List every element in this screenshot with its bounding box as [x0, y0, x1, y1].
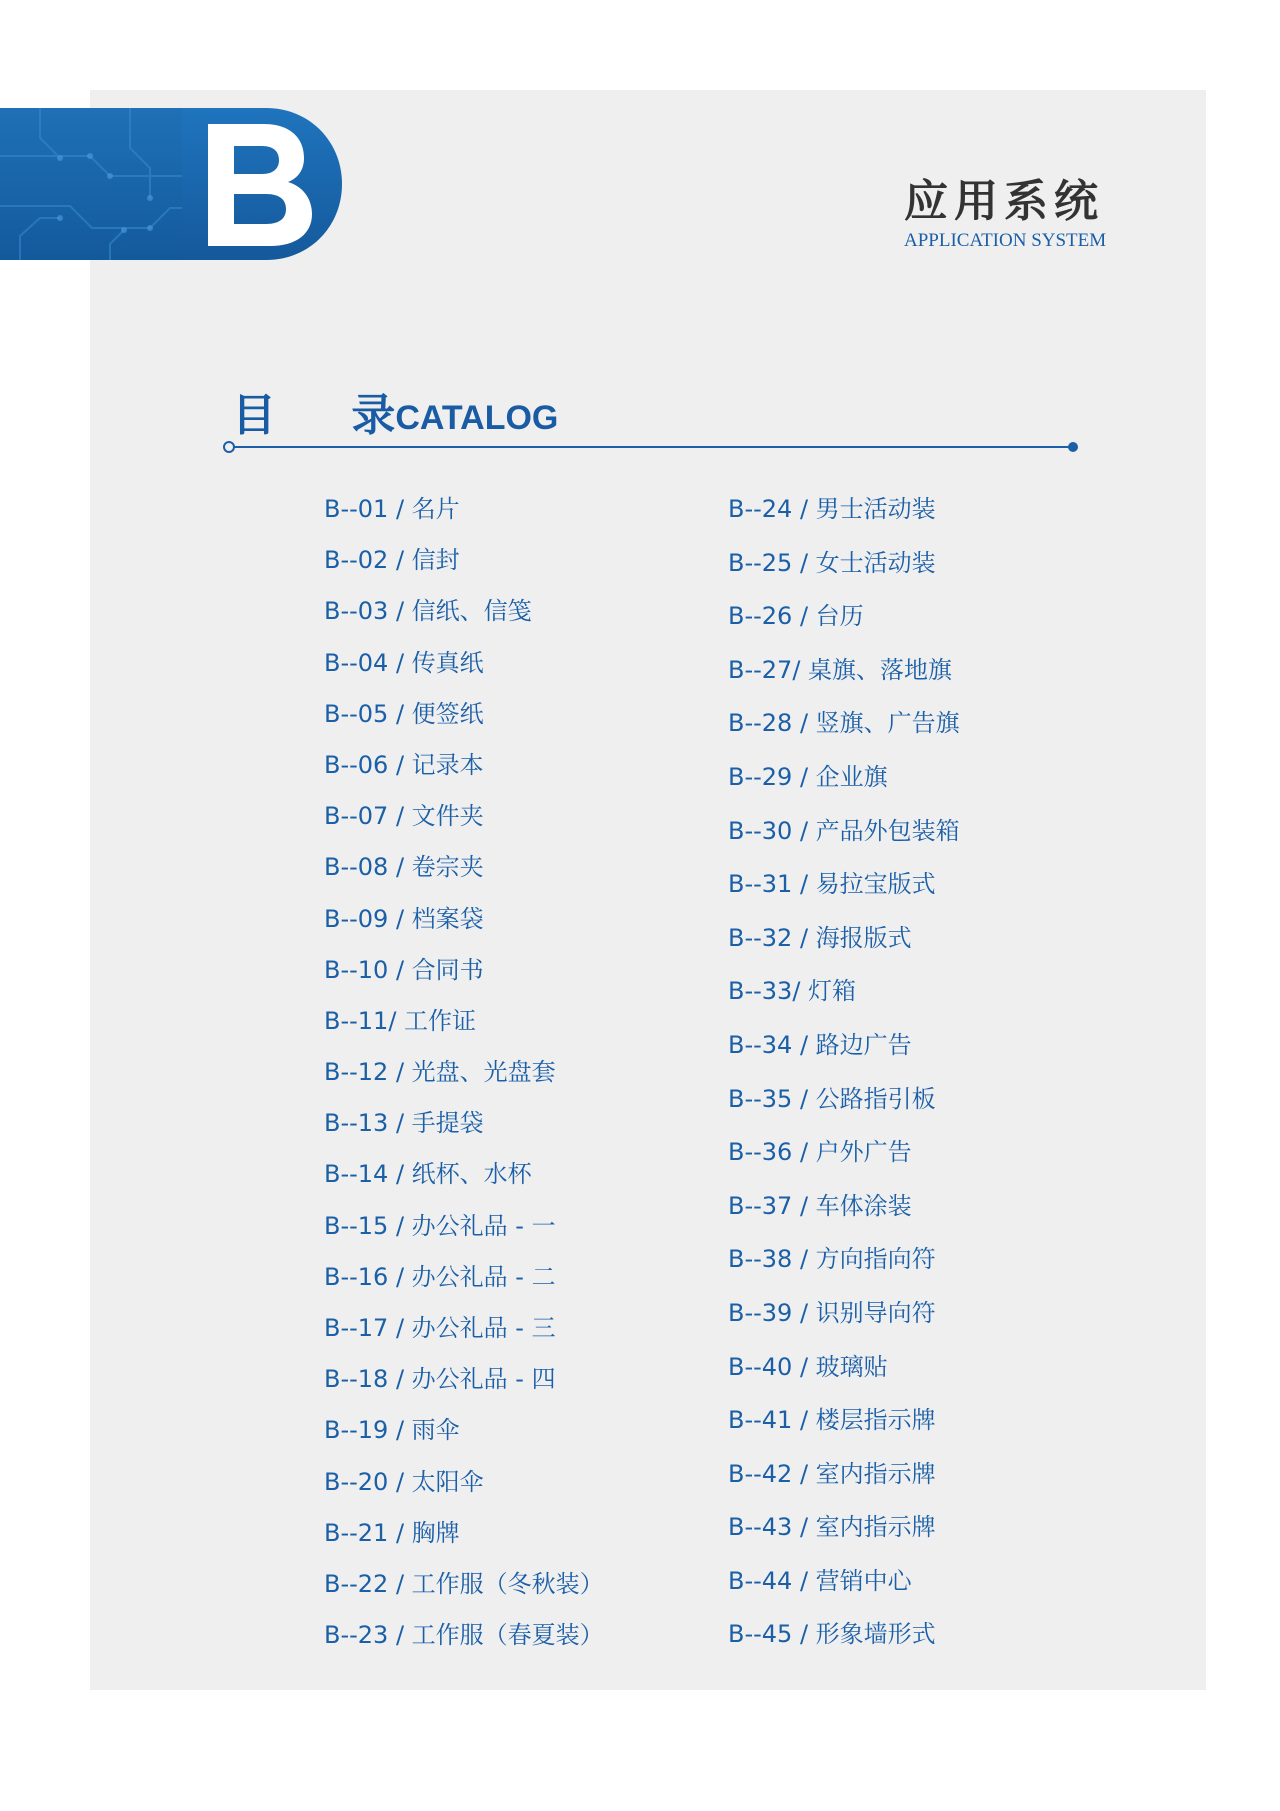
catalog-item[interactable]: B--12 / 光盘、光盘套	[324, 1058, 556, 1087]
catalog-item[interactable]: B--11/ 工作证	[324, 1006, 477, 1035]
section-title-en: APPLICATION SYSTEM	[904, 230, 1107, 251]
catalog-item[interactable]: B--15 / 办公礼品 - 一	[324, 1211, 556, 1240]
catalog-item[interactable]: B--14 / 纸杯、水杯	[324, 1160, 532, 1189]
catalog-item[interactable]: B--32 / 海报版式	[728, 923, 912, 952]
catalog-item[interactable]: B--06 / 记录本	[324, 750, 484, 779]
catalog-item[interactable]: B--19 / 雨伞	[324, 1416, 460, 1445]
catalog-item[interactable]: B--27/ 桌旗、落地旗	[728, 655, 953, 684]
catalog-item[interactable]: B--33/ 灯箱	[728, 977, 857, 1006]
catalog-item[interactable]: B--16 / 办公礼品 - 二	[324, 1262, 556, 1291]
catalog-heading-en: CATALOG	[395, 399, 559, 437]
circuit-pattern	[0, 108, 182, 260]
catalog-item[interactable]: B--20 / 太阳伞	[324, 1467, 484, 1496]
catalog-item[interactable]: B--01 / 名片	[324, 495, 460, 523]
catalog-item[interactable]: B--29 / 企业旗	[728, 762, 888, 791]
catalog-item[interactable]: B--42 / 室内指示牌	[728, 1459, 936, 1488]
catalog-item[interactable]: B--02 / 信封	[324, 546, 460, 575]
catalog-item[interactable]: B--35 / 公路指引板	[728, 1084, 936, 1113]
catalog-item[interactable]: B--38 / 方向指向符	[728, 1245, 936, 1274]
catalog-divider	[222, 440, 1080, 454]
catalog-list-right	[728, 488, 960, 1667]
catalog-heading	[232, 382, 558, 442]
catalog-item[interactable]: B--31 / 易拉宝版式	[728, 870, 936, 899]
catalog-item[interactable]: B--24 / 男士活动装	[728, 495, 936, 523]
catalog-item[interactable]: B--07 / 文件夹	[324, 802, 484, 831]
catalog-item[interactable]: B--03 / 信纸、信笺	[324, 597, 532, 626]
catalog-item[interactable]: B--37 / 车体涂装	[728, 1191, 912, 1220]
section-title	[904, 176, 1124, 252]
section-title-cn: 应用系统	[904, 176, 1104, 227]
catalog-item[interactable]: B--26 / 台历	[728, 602, 864, 631]
catalog-item[interactable]: B--21 / 胸牌	[324, 1518, 460, 1547]
circuit-banner	[0, 108, 182, 260]
catalog-item[interactable]: B--39 / 识别导向符	[728, 1298, 936, 1327]
catalog-item[interactable]: B--36 / 户外广告	[728, 1138, 912, 1167]
catalog-item[interactable]: B--08 / 卷宗夹	[324, 853, 484, 882]
catalog-item[interactable]: B--17 / 办公礼品 - 三	[324, 1314, 556, 1342]
catalog-item[interactable]: B--30 / 产品外包装箱	[728, 816, 960, 845]
catalog-list-left	[324, 488, 604, 1665]
catalog-item[interactable]: B--40 / 玻璃贴	[728, 1352, 888, 1381]
b-logo-icon	[182, 108, 342, 260]
catalog-item[interactable]: B--41 / 楼层指示牌	[728, 1406, 936, 1435]
catalog-item[interactable]: B--04 / 传真纸	[324, 648, 484, 677]
page-panel	[90, 90, 1206, 1690]
catalog-item[interactable]: B--23 / 工作服（春夏装）	[324, 1621, 604, 1650]
catalog-item[interactable]: B--43 / 室内指示牌	[728, 1513, 936, 1542]
catalog-item[interactable]: B--22 / 工作服（冬秋装）	[324, 1569, 604, 1598]
catalog-item[interactable]: B--28 / 竖旗、广告旗	[728, 709, 960, 738]
catalog-item[interactable]: B--09 / 档案袋	[324, 904, 484, 933]
catalog-item[interactable]: B--34 / 路边广告	[728, 1030, 912, 1059]
catalog-item[interactable]: B--05 / 便签纸	[324, 699, 484, 728]
catalog-item[interactable]: B--13 / 手提袋	[324, 1109, 484, 1138]
catalog-item[interactable]: B--10 / 合同书	[324, 955, 484, 984]
catalog-heading-cn: 目 录	[232, 390, 426, 441]
catalog-item[interactable]: B--18 / 办公礼品 - 四	[324, 1365, 556, 1394]
catalog-item[interactable]: B--25 / 女士活动装	[728, 548, 936, 577]
catalog-item[interactable]: B--44 / 营销中心	[728, 1566, 912, 1595]
catalog-item[interactable]: B--45 / 形象墙形式	[728, 1620, 936, 1649]
